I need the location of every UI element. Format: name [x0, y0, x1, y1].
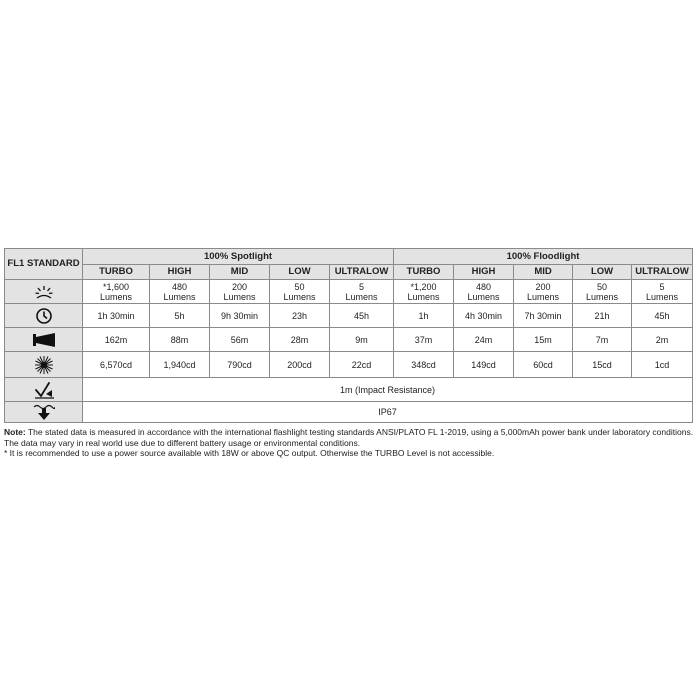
- distance-row: [5, 328, 693, 352]
- beam-distance-icon: [32, 332, 56, 348]
- impact-row: [5, 378, 693, 402]
- mode-header: MID: [514, 265, 573, 280]
- intensity-cell: 6,570cd: [83, 352, 150, 378]
- mode-header: HIGH: [454, 265, 514, 280]
- intensity-cell: 149cd: [454, 352, 514, 378]
- impact-icon-cell: [5, 378, 83, 402]
- note-line-3: * It is recommended to use a power source available with 18W or above QC output. Otherwise the TURBO Level is not accessible.: [4, 448, 495, 458]
- lumens-cell: *1,200 Lumens: [394, 280, 454, 304]
- runtime-cell: 45h: [330, 304, 394, 328]
- lumens-icon: [34, 284, 54, 300]
- runtime-icon-cell: [5, 304, 83, 328]
- mode-header: TURBO: [83, 265, 150, 280]
- impact-resistance-icon: [33, 381, 55, 399]
- group-spotlight: 100% Spotlight: [83, 249, 394, 265]
- lumens-cell: 480 Lumens: [454, 280, 514, 304]
- lumens-cell: *1,600 Lumens: [83, 280, 150, 304]
- mode-header: LOW: [270, 265, 330, 280]
- runtime-cell: 45h: [632, 304, 693, 328]
- intensity-cell: 1cd: [632, 352, 693, 378]
- group-floodlight: 100% Floodlight: [394, 249, 693, 265]
- standard-label: FL1 STANDARD: [5, 249, 83, 280]
- runtime-cell: 5h: [150, 304, 210, 328]
- distance-cell: 162m: [83, 328, 150, 352]
- lumens-cell: 5 Lumens: [330, 280, 394, 304]
- lumens-cell: 50 Lumens: [270, 280, 330, 304]
- note-label: Note:: [4, 427, 26, 437]
- distance-icon-cell: [5, 328, 83, 352]
- note-text-1: The stated data is measured in accordance with the international flashlight testing standards ANSI/PLATO FL 1-2019, using a 5,000mAh power bank under laboratory conditions.: [25, 427, 694, 437]
- intensity-cell: 200cd: [270, 352, 330, 378]
- lumens-cell: 480 Lumens: [150, 280, 210, 304]
- mode-header: ULTRALOW: [330, 265, 394, 280]
- distance-cell: 37m: [394, 328, 454, 352]
- lumens-row: [5, 280, 693, 304]
- lumens-cell: 200 Lumens: [210, 280, 270, 304]
- runtime-cell: 7h 30min: [514, 304, 573, 328]
- intensity-cell: 790cd: [210, 352, 270, 378]
- waterproof-cell: IP67: [83, 402, 693, 423]
- mode-header-row: [5, 265, 693, 280]
- intensity-icon-cell: [5, 352, 83, 378]
- distance-cell: 7m: [573, 328, 632, 352]
- mode-header: MID: [210, 265, 270, 280]
- distance-cell: 88m: [150, 328, 210, 352]
- runtime-cell: 4h 30min: [454, 304, 514, 328]
- distance-cell: 28m: [270, 328, 330, 352]
- distance-cell: 2m: [632, 328, 693, 352]
- waterproof-icon: [33, 403, 55, 421]
- runtime-cell: 1h 30min: [83, 304, 150, 328]
- lumens-cell: 200 Lumens: [514, 280, 573, 304]
- distance-cell: 56m: [210, 328, 270, 352]
- runtime-row: [5, 304, 693, 328]
- note-line-1: [4, 427, 696, 438]
- notes: [4, 427, 696, 459]
- intensity-row: [5, 352, 693, 378]
- mode-header: TURBO: [394, 265, 454, 280]
- intensity-cell: 348cd: [394, 352, 454, 378]
- intensity-cell: 1,940cd: [150, 352, 210, 378]
- note-line-2: The data may vary in real world use due to different battery usage or environmental conditions.: [4, 437, 361, 448]
- runtime-cell: 21h: [573, 304, 632, 328]
- distance-cell: 24m: [454, 328, 514, 352]
- impact-cell: 1m (Impact Resistance): [83, 378, 693, 402]
- runtime-clock-icon: [35, 307, 53, 325]
- lumens-cell: 5 Lumens: [632, 280, 693, 304]
- mode-header: HIGH: [150, 265, 210, 280]
- lumens-icon-cell: [5, 280, 83, 304]
- lumens-cell: 50 Lumens: [573, 280, 632, 304]
- waterproof-icon-cell: [5, 402, 83, 423]
- mode-header: ULTRALOW: [632, 265, 693, 280]
- runtime-cell: 23h: [270, 304, 330, 328]
- intensity-cell: 15cd: [573, 352, 632, 378]
- peak-intensity-icon: [34, 355, 54, 375]
- runtime-cell: 9h 30min: [210, 304, 270, 328]
- distance-cell: 15m: [514, 328, 573, 352]
- mode-header: LOW: [573, 265, 632, 280]
- group-header-row: [5, 249, 693, 265]
- intensity-cell: 22cd: [330, 352, 394, 378]
- intensity-cell: 60cd: [514, 352, 573, 378]
- runtime-cell: 1h: [394, 304, 454, 328]
- distance-cell: 9m: [330, 328, 394, 352]
- waterproof-row: [5, 402, 693, 423]
- spec-table: [4, 248, 693, 423]
